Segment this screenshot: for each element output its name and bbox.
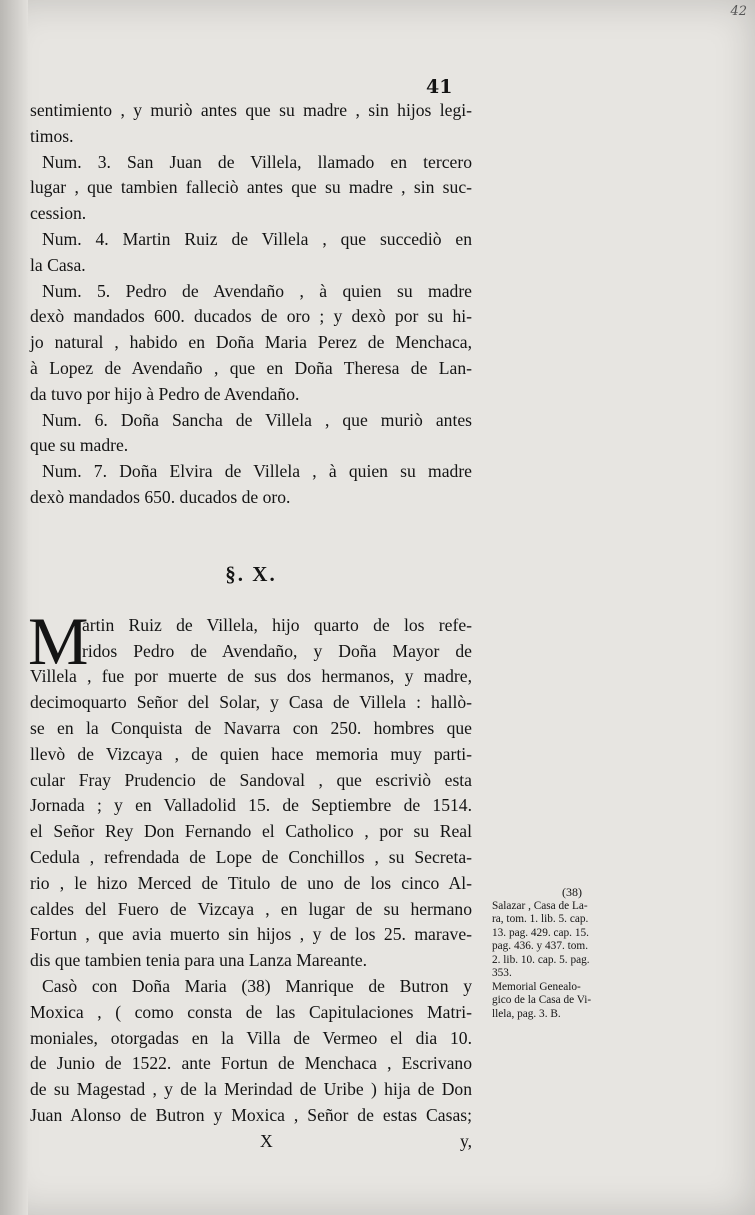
text-line: jo natural , habido en Doña Maria Perez de Menchaca, xyxy=(30,332,472,353)
text-line: de Junio de 1522. ante Fortun de Menchaca , Escrivano xyxy=(30,1053,472,1074)
text-line: la Casa. xyxy=(30,254,86,275)
text-line: Jornada ; y en Valladolid 15. de Septiembre de 1514. xyxy=(30,795,472,816)
text-line: llevò de Vizcaya , de quien hace memoria muy parti- xyxy=(30,743,472,764)
text-line: Villela , fue por muerte de sus dos hermanos, y madre, xyxy=(30,666,472,687)
note-line: gico de la Casa de Vi- xyxy=(492,994,592,1006)
catchword-line xyxy=(30,1129,472,1155)
signature-mark: X xyxy=(260,1130,273,1151)
drop-cap: M xyxy=(28,602,89,679)
text-line: Num. 3. San Juan de Villela, llamado en tercero xyxy=(42,151,472,172)
page-spine-shadow xyxy=(0,0,28,1215)
note-line: 13. pag. 429. cap. 15. xyxy=(492,926,589,939)
text-line: Juan Alonso de Butron y Moxica , Señor de estas Casas; xyxy=(30,1104,472,1125)
text-line: moniales, otorgadas en la Villa de Vermeo el dia 10. xyxy=(30,1027,472,1048)
text-line: Num. 5. Pedro de Avendaño , à quien su madre xyxy=(42,280,472,301)
note-line: 353. xyxy=(492,967,512,979)
page-number: 41 xyxy=(426,76,453,98)
text-line: Num. 4. Martin Ruiz de Villela , que succediò en xyxy=(42,228,472,249)
text-line: à Lopez de Avendaño , que en Doña Theresa de Lan- xyxy=(30,357,472,378)
text-line: caldes del Fuero de Vizcaya , en lugar de su hermano xyxy=(30,898,472,919)
text-line: rio , le hizo Merced de Titulo de uno de los cinco Al- xyxy=(30,872,472,893)
note-line: pag. 436. y 437. tom. xyxy=(492,940,589,952)
corner-folio-number: 42 xyxy=(730,4,747,19)
text-line: dexò mandados 600. ducados de oro ; y dexò por su hi- xyxy=(30,306,472,327)
text-line: Num. 7. Doña Elvira de Villela , à quien su madre xyxy=(42,461,472,482)
text-line: se en la Conquista de Navarra con 250. hombres que xyxy=(30,717,472,738)
section-title: §. X. xyxy=(225,561,277,586)
main-text-column xyxy=(30,98,472,1154)
text-line: Cedula , refrendada de Lope de Conchillos , su Secreta- xyxy=(30,846,472,867)
text-line: cession. xyxy=(30,203,87,224)
text-line: Num. 6. Doña Sancha de Villela , que muriò antes xyxy=(42,409,472,430)
text-line: Fortun , que avia muerto sin hijos , y de los 25. marave- xyxy=(30,924,472,945)
section-paragraph xyxy=(28,602,472,1129)
note-line: Salazar , Casa de La- xyxy=(492,899,588,912)
text-line: el Señor Rey Don Fernando el Catholico , por su Real xyxy=(30,821,472,842)
marginal-note xyxy=(492,886,632,1021)
note-line: llela, pag. 3. B. xyxy=(492,1007,561,1020)
text-line: da tuvo por hijo à Pedro de Avendaño. xyxy=(30,383,300,404)
note-number: (38) xyxy=(562,885,582,899)
text-line: dis que tambien tenia para una Lanza Mareante. xyxy=(30,950,368,971)
text-line: timos. xyxy=(30,125,74,146)
text-line: artin Ruiz de Villela, hijo quarto de los refe- xyxy=(82,614,472,635)
note-line: Memorial Genealo- xyxy=(492,980,581,993)
note-line: 2. lib. 10. cap. 5. pag. xyxy=(492,953,590,966)
text-line: cular Fray Prudencio de Sandoval , que escriviò esta xyxy=(30,769,472,790)
list-block xyxy=(30,98,472,511)
text-line: sentimiento , y muriò antes que su madre , sin hijos legi- xyxy=(30,100,472,120)
text-line: que su madre. xyxy=(30,435,129,456)
text-line: Moxica , ( como consta de las Capitulaciones Matri- xyxy=(30,1001,472,1022)
text-line: lugar , que tambien falleciò antes que su madre , sin suc- xyxy=(30,177,472,198)
catchword: y, xyxy=(459,1130,472,1151)
text-line: ridos Pedro de Avendaño, y Doña Mayor de xyxy=(82,640,472,661)
text-line: Casò con Doña Maria (38) Manrique de Butron y xyxy=(42,975,472,996)
note-line: ra, tom. 1. lib. 5. cap. xyxy=(492,913,589,925)
text-line: de su Magestad , y de la Merindad de Uribe ) hija de Don xyxy=(30,1079,472,1100)
text-line: decimoquarto Señor del Solar, y Casa de Villela : hallò- xyxy=(30,692,472,713)
text-line: dexò mandados 650. ducados de oro. xyxy=(30,486,291,507)
